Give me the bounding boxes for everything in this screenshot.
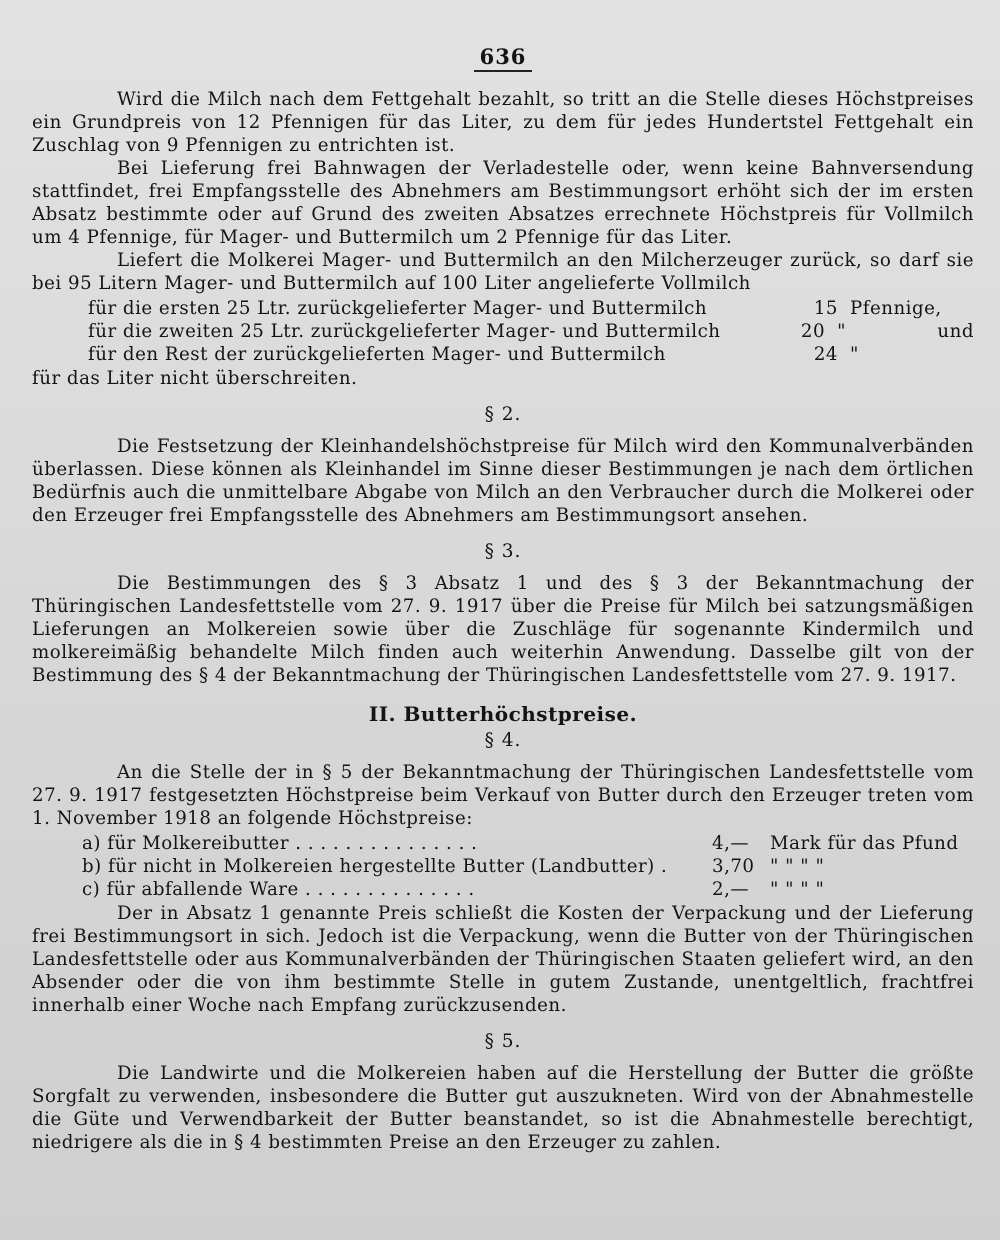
price-row-amount: 20 (800, 321, 826, 342)
price-row-unit: " " " " (770, 856, 825, 877)
price-row-description: b) für nicht in Molkereien hergestellte Butter (Landbutter) . (82, 856, 668, 877)
price-row-conjunction: und (937, 321, 974, 342)
paragraph-returned-milk-end: für das Liter nicht überschreiten. (32, 368, 358, 389)
section-marker-2: § 2. (484, 404, 522, 425)
price-row (32, 855, 974, 878)
price-row-description: c) für abfallende Ware . . . . . . . . . . . . . . (82, 879, 475, 900)
paragraph-butter-quality: Die Landwirte und die Molkereien haben auf die Herstellung der Butter die größte Sorgfalt zu verwenden, insbesondere die Butter gut auszukneten. Wird von der Abnahmestelle die Güte und Verwendbarkeit der Butter beanstandet, so ist die Abnahmestelle berechtigt, niedrigere als die in § 4 bestimmten Preise an den Erzeuger zu zahlen. (32, 1063, 974, 1153)
price-row (32, 832, 974, 855)
section-marker-3: § 3. (484, 541, 522, 562)
price-row-amount: 24 (813, 344, 838, 365)
price-row (32, 320, 974, 343)
price-row-unit: " (850, 344, 859, 365)
price-row-amount: 4,— (712, 833, 750, 854)
price-row-amount: 3,70 (712, 856, 755, 877)
heading-butter-max-prices: II. Butterhöchstpreise. (368, 702, 638, 726)
price-row-description: für den Rest der zurückgelieferten Mager- und Buttermilch (88, 344, 666, 365)
price-row (32, 297, 974, 320)
price-row-unit: " (837, 321, 846, 342)
paragraph-fat-content-pricing: Wird die Milch nach dem Fettgehalt bezahlt, so tritt an die Stelle dieses Höchstpreises ein Grundpreis von 12 Pfennigen für das Liter, zu dem für jedes Hundertstel Fettgehalt ein Zuschlag von 9 Pfennigen zu entrichten ist. (32, 89, 974, 156)
price-row-description: a) für Molkereibutter . . . . . . . . . . . . . . . (82, 833, 478, 854)
price-row-amount: 15 (813, 298, 838, 319)
paragraph-returned-milk: Liefert die Molkerei Mager- und Buttermilch an den Milcherzeuger zurück, so darf sie bei 95 Litern Mager- und Buttermilch auf 100 Liter angelieferte Vollmilch (32, 250, 974, 294)
butter-price-list (32, 832, 974, 901)
section-marker-4: § 4. (484, 730, 522, 751)
page-number: 636 (32, 44, 974, 70)
paragraph-delivery-surcharge: Bei Lieferung frei Bahnwagen der Verladestelle oder, wenn keine Bahnversendung stattfindet, frei Empfangsstelle des Abnehmers am Bestimmungsort erhöht sich der im ersten Absatz bestimmte oder auf Grund des zweiten Absatzes errechnete Höchstpreis für Vollmilch um 4 Pfennige, für Mager- und Buttermilch um 2 Pfennige für das Liter. (32, 158, 974, 248)
price-row-unit: " " " " (770, 879, 825, 900)
price-row (32, 878, 974, 901)
price-row-unit: Mark für das Pfund (770, 833, 959, 854)
paragraph-butter-prices-intro: An die Stelle der in § 5 der Bekanntmachung der Thüringischen Landesfettstelle vom 27. 9. 1917 festgesetzten Höchstpreise beim Verkauf von Butter durch den Erzeuger treten vom 1. November 1918 an folgende Höchstpreise: (32, 762, 974, 829)
price-row (32, 343, 974, 366)
paragraph-retail-prices: Die Festsetzung der Kleinhandelshöchstpreise für Milch wird den Kommunalverbänden überlassen. Diese können als Kleinhandel im Sinne dieser Bestimmungen je nach dem örtlichen Bedürfnis auch die unmittelbare Abgabe von Milch an den Verbraucher durch die Molkerei oder den Erzeuger frei Empfangsstelle des Abnehmers am Bestimmungsort ansehen. (32, 436, 974, 526)
paragraph-packaging-return: Der in Absatz 1 genannte Preis schließt die Kosten der Verpackung und der Lieferung frei Bestimmungsort in sich. Jedoch ist die Verpackung, wenn die Butter von der Thüringischen Landesfettstelle oder aus Kommunalverbänden der Thüringischen Staaten geliefert wird, an den Absender oder die von ihm bestimmte Stelle in gutem Zustande, unentgeltlich, frachtfrei innerhalb einer Woche nach Empfang zurückzusenden. (32, 903, 974, 1016)
price-row-description: für die ersten 25 Ltr. zurückgelieferter Mager- und Buttermilch (88, 298, 708, 319)
price-row-amount: 2,— (712, 879, 750, 900)
price-row-unit: Pfennige, (850, 298, 942, 319)
section-marker-5: § 5. (484, 1031, 522, 1052)
returned-milk-price-list (32, 297, 974, 366)
price-row-description: für die zweiten 25 Ltr. zurückgelieferter Mager- und Buttermilch (88, 321, 721, 342)
paragraph-existing-provisions: Die Bestimmungen des § 3 Absatz 1 und des § 3 der Bekanntmachung der Thüringischen Landesfettstelle vom 27. 9. 1917 über die Preise für Milch bei satzungsmäßigen Lieferungen an Molkereien sowie über die Zuschläge für sogenannte Kindermilch und molkereimäßig behandelte Milch finden auch weiterhin Anwendung. Dasselbe gilt von der Bestimmung des § 4 der Bekanntmachung der Thüringischen Landesfettstelle vom 27. 9. 1917. (32, 573, 974, 686)
